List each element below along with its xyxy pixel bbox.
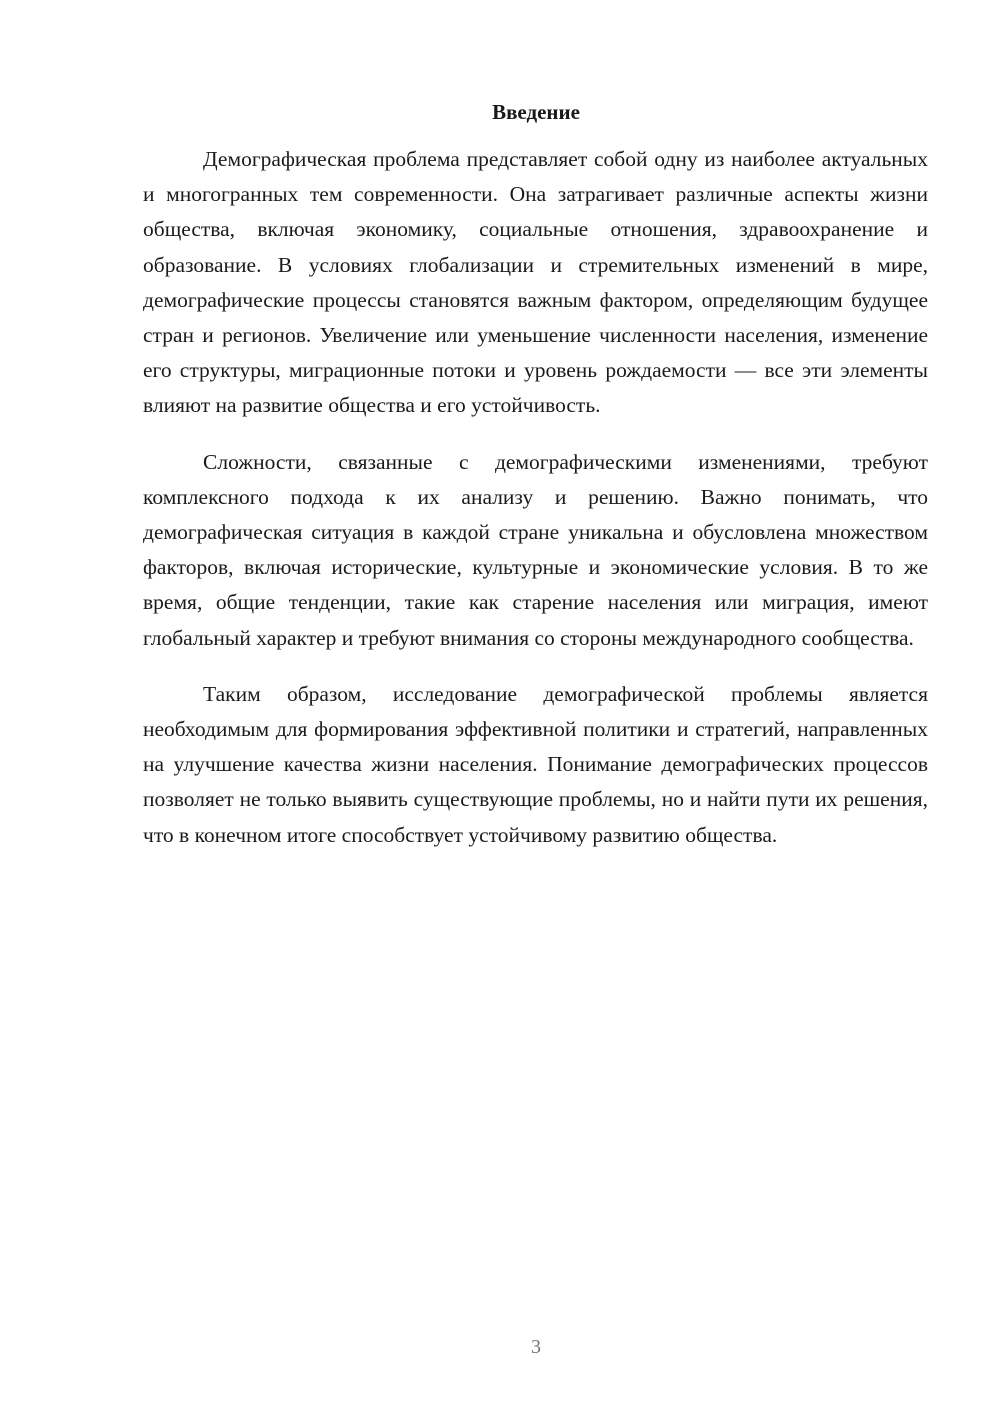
page-number: 3 (531, 1336, 541, 1358)
section-title: Введение (492, 100, 580, 124)
paragraph-1: Демографическая проблема представляет собой одну из наиболее актуальных и многогранных тем современности. Она затрагивает различные аспекты жизни общества, включая экономику, социальные отношения, здравоохранение и образование. В условиях глобализации и стремительных изменений в мире, демографические процессы становятся важным фактором, определяющим будущее стран и регионов. Увеличение или уменьшение численности населения, изменение его структуры, миграционные потоки и уровень рождаемости — все эти элементы влияют на развитие общества и его устойчивость. (143, 147, 928, 418)
paragraph-2: Сложности, связанные с демографическими изменениями, требуют комплексного подхода к их анализу и решению. Важно понимать, что демографическая ситуация в каждой стране уникальна и обусловлена множеством факторов, включая исторические, культурные и экономические условия. В то же время, общие тенденции, такие как старение населения или миграция, имеют глобальный характер и требуют внимания со стороны международного сообщества. (143, 449, 928, 650)
body-text (143, 142, 928, 874)
paragraph-3: Таким образом, исследование демографической проблемы является необходимым для формирования эффективной политики и стратегий, направленных на улучшение качества жизни населения. Понимание демографических процессов позволяет не только выявить существующие проблемы, но и найти пути их решения, что в конечном итоге способствует устойчивому развитию общества. (143, 681, 928, 847)
